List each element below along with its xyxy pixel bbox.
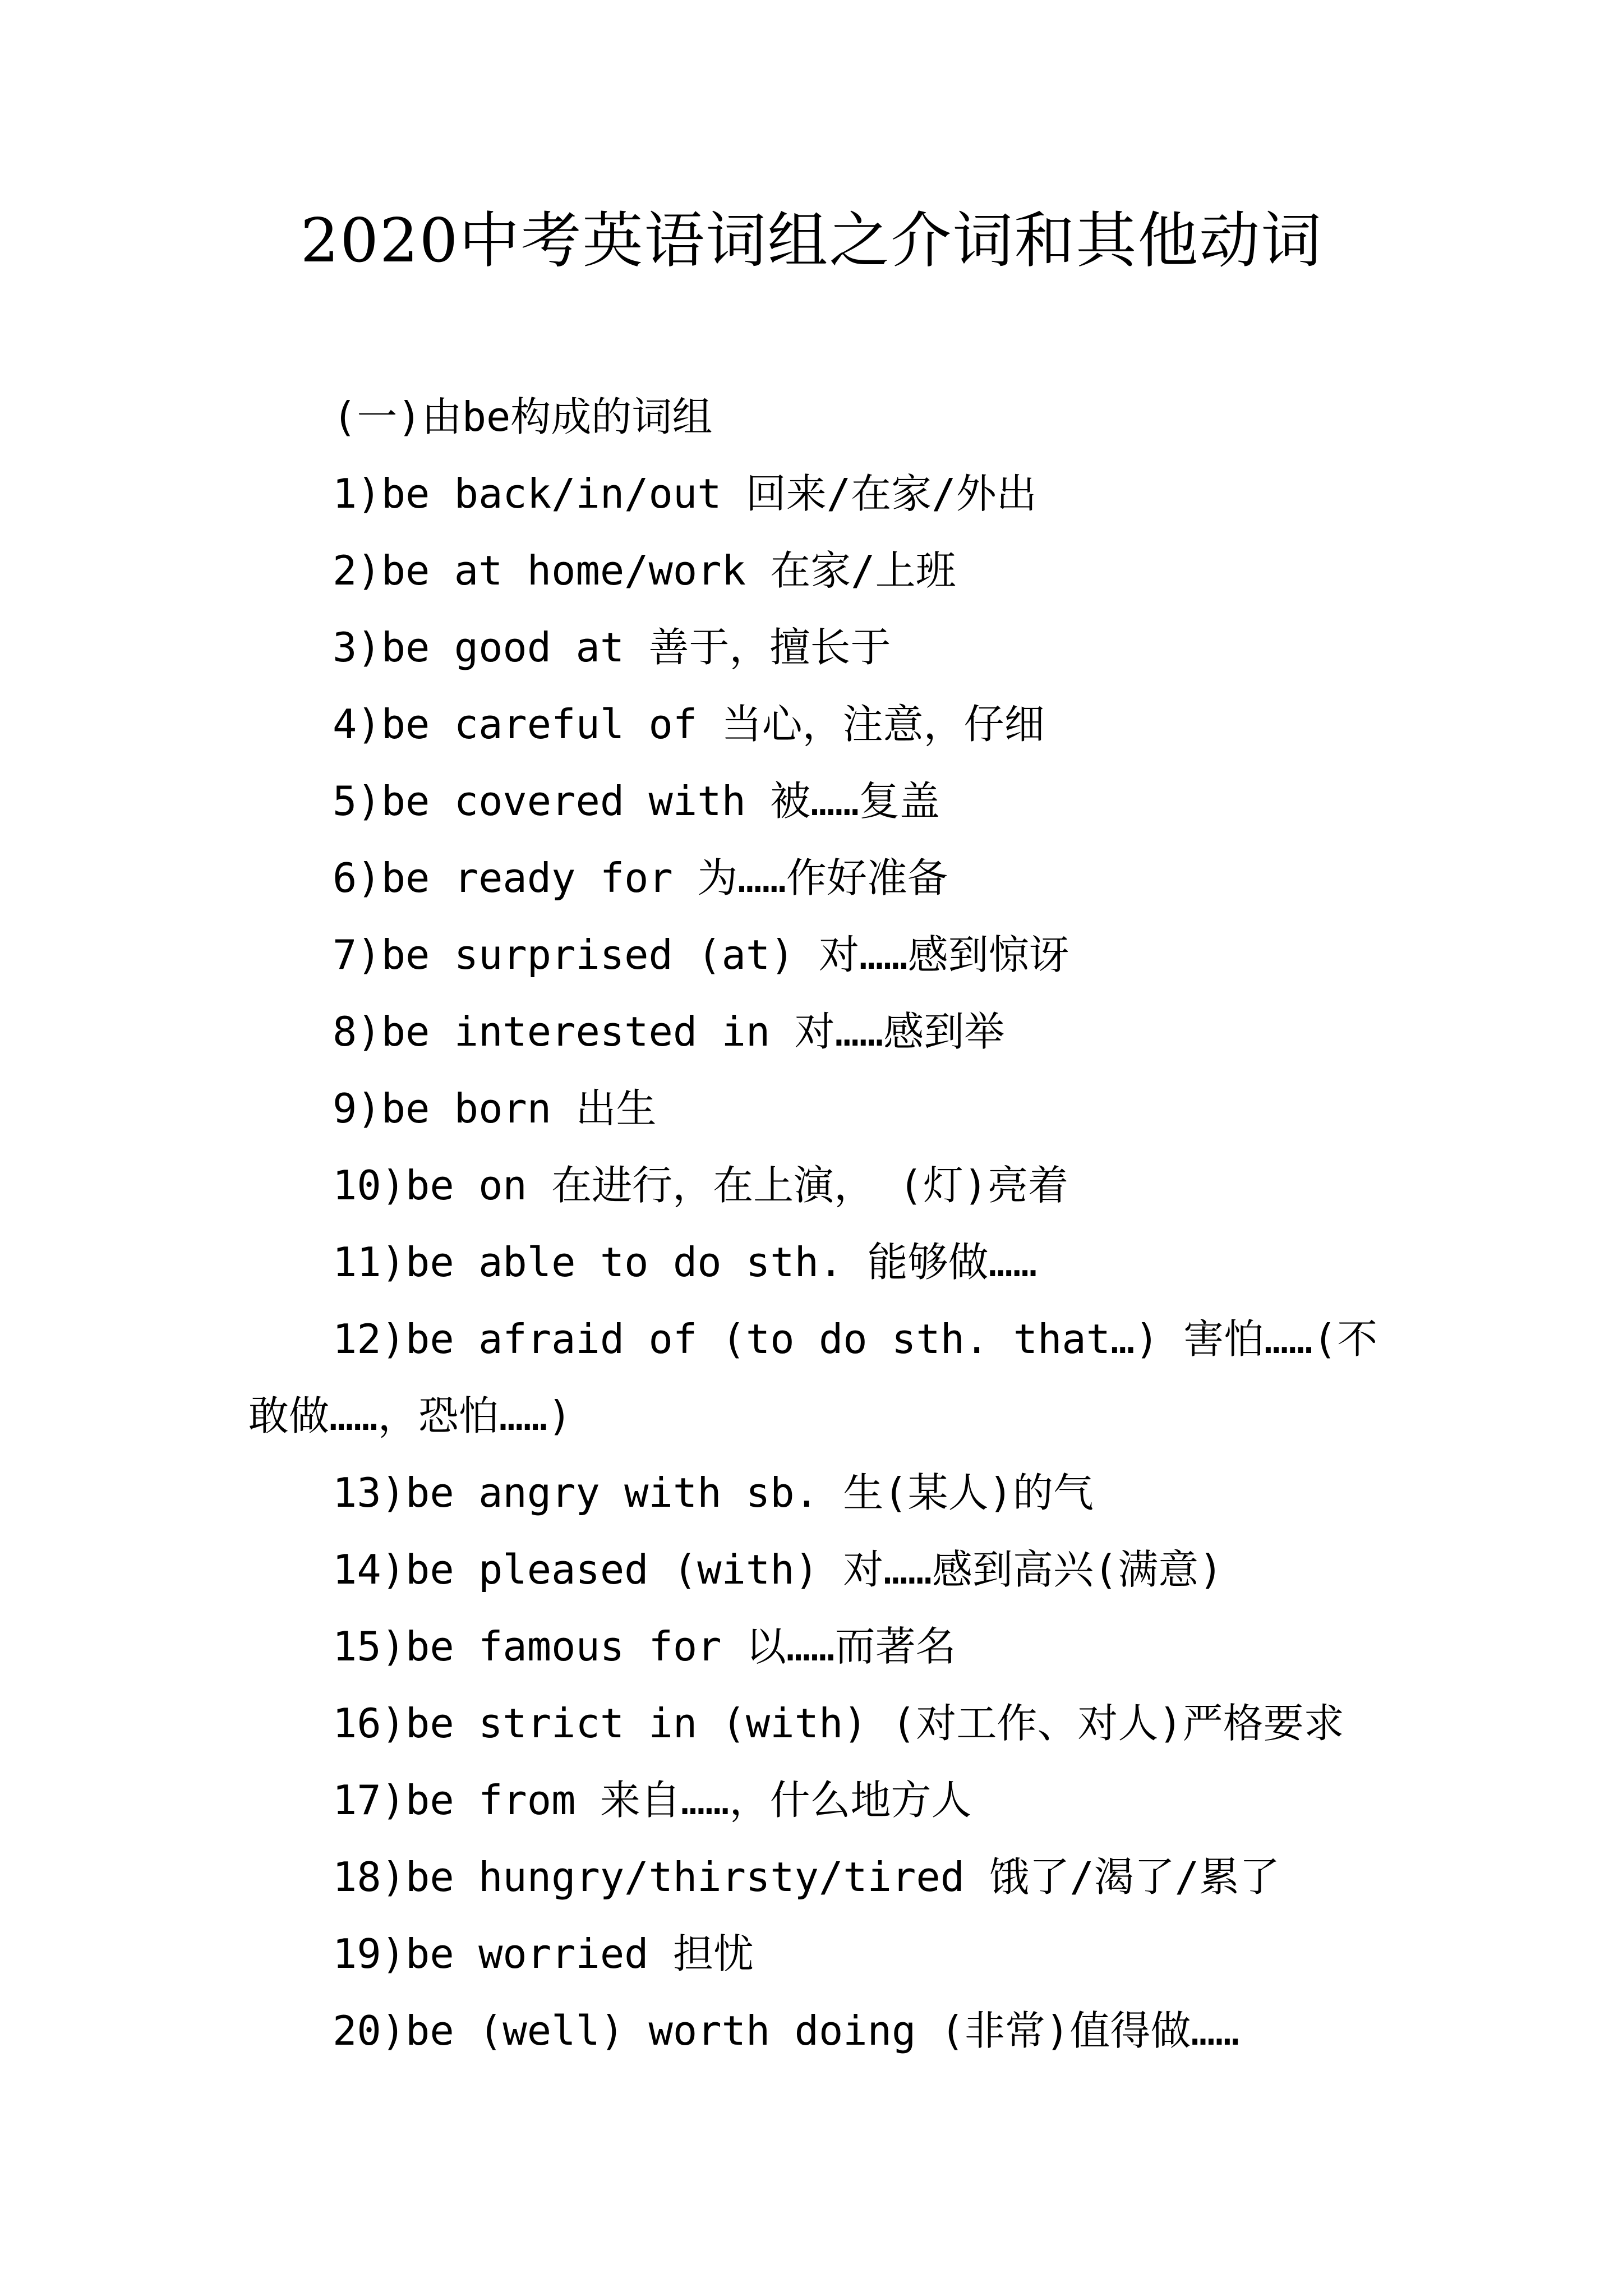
list-item: 4)be careful of 当心，注意，仔细 bbox=[333, 701, 1045, 748]
list-item: 8)be interested in 对……感到举 bbox=[333, 1008, 1005, 1055]
list-item: 19)be worried 担忧 bbox=[333, 1930, 754, 1977]
list-item: 16)be strict in (with) (对工作、对人)严格要求 bbox=[333, 1700, 1344, 1747]
section-heading: (一)由be构成的词组 bbox=[333, 393, 713, 440]
list-item: 13)be angry with sb. 生(某人)的气 bbox=[333, 1469, 1094, 1516]
list-item: 14)be pleased (with) 对……感到高兴(满意) bbox=[333, 1546, 1223, 1593]
list-item: 18)be hungry/thirsty/tired 饿了/渴了/累了 bbox=[333, 1853, 1280, 1901]
list-item: 9)be born 出生 bbox=[333, 1085, 657, 1132]
list-item: 6)be ready for 为……作好准备 bbox=[333, 854, 948, 901]
list-item: 10)be on 在进行，在上演， (灯)亮着 bbox=[333, 1162, 1069, 1209]
list-item: 7)be surprised (at) 对……感到惊讶 bbox=[333, 931, 1069, 978]
list-item: 12)be afraid of (to do sth. that…) 害怕……(不敢做……，恐怕……) bbox=[248, 1315, 1378, 1439]
list-item: 15)be famous for 以……而著名 bbox=[333, 1623, 956, 1670]
list-item: 1)be back/in/out 回来/在家/外出 bbox=[333, 470, 1037, 517]
list-item: 20)be (well) worth doing (非常)值得做…… bbox=[333, 2007, 1240, 2054]
list-item: 11)be able to do sth. 能够做…… bbox=[333, 1239, 1038, 1286]
document-title: 2020中考英语词组之介词和其他动词 bbox=[300, 206, 1323, 276]
list-item: 17)be from 来自……，什么地方人 bbox=[333, 1777, 972, 1824]
phrase-list bbox=[248, 379, 1398, 2069]
list-item: 2)be at home/work 在家/上班 bbox=[333, 547, 956, 594]
list-item: 3)be good at 善于，擅长于 bbox=[333, 624, 891, 671]
list-item: 5)be covered with 被……复盖 bbox=[333, 777, 940, 825]
